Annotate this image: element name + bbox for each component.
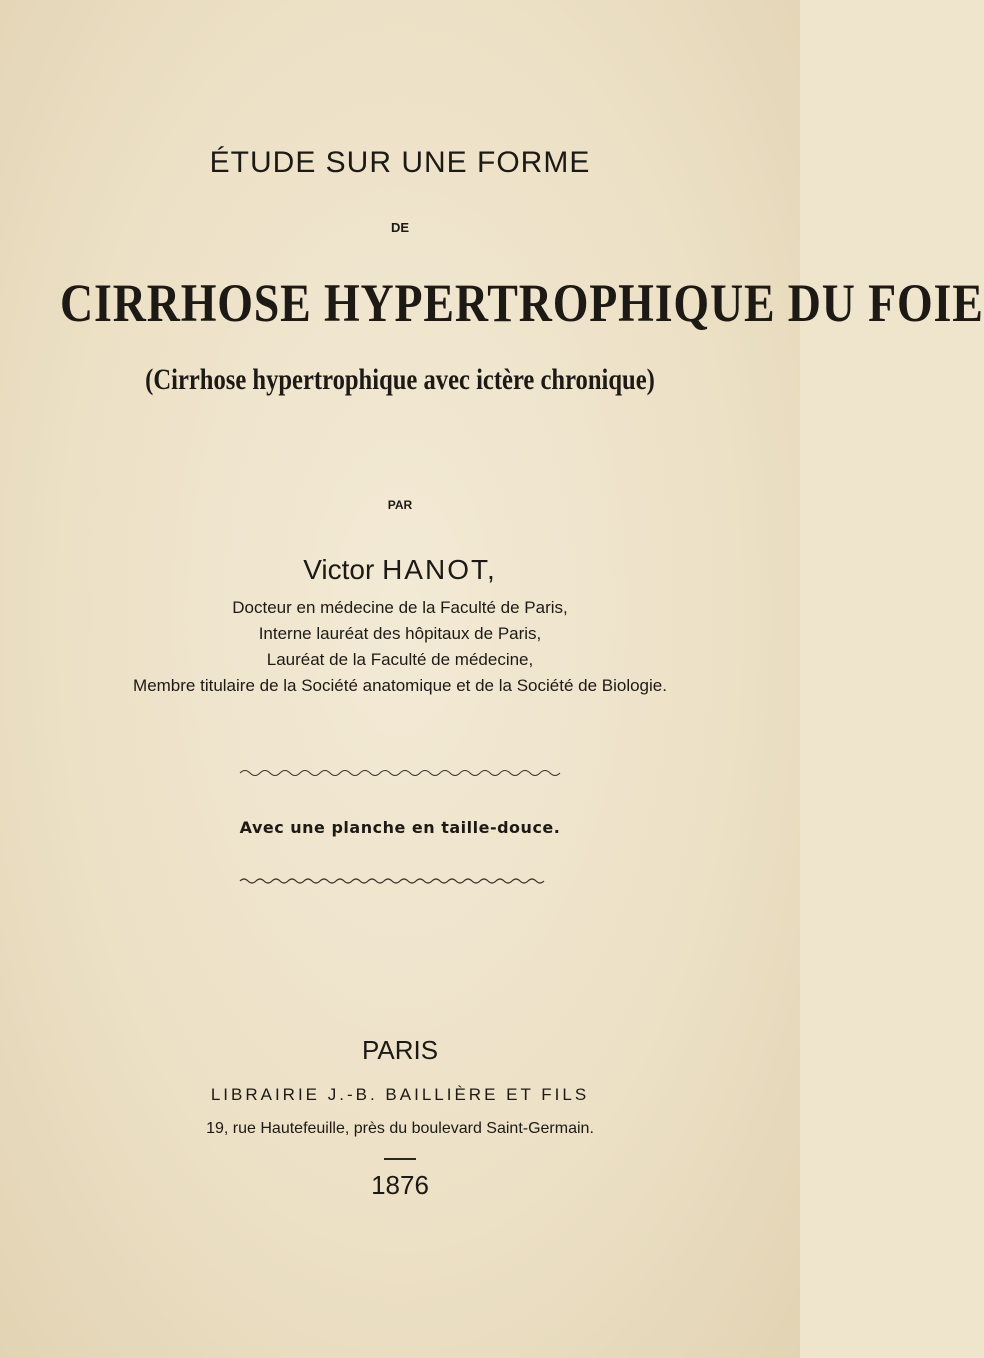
publisher: LIBRAIRIE J.-B. BAILLIÈRE ET FILS [210,1085,590,1104]
par-label: PAR [387,498,413,512]
credential-line: Docteur en médecine de la Faculté de Paris, [232,598,568,617]
credential-line: Interne lauréat des hôpitaux de Paris, [258,624,542,643]
subtitle: (Cirrhose hypertrophique avec ictère chronique) [145,363,655,396]
title-line-1: ÉTUDE SUR UNE FORME [209,146,591,179]
credential-line: Lauréat de la Faculté de médecine, [266,650,534,669]
divider [384,1158,416,1160]
publication-year: 1876 [371,1170,429,1200]
ornamental-wave-rule [240,768,560,778]
author-last-name: HANOT, [382,554,497,585]
ornamental-wave-rule [240,876,560,886]
title-de: DE [390,220,410,235]
author-name [0,554,800,586]
city: PARIS [361,1035,439,1065]
main-title: CIRRHOSE HYPERTROPHIQUE DU FOIE [60,273,984,333]
publisher-address: 19, rue Hautefeuille, près du boulevard Saint-Germain. [206,1120,594,1137]
credential-line: Membre titulaire de la Société anatomique et de la Société de Biologie. [133,676,667,695]
author-first-name: Victor [303,554,375,585]
plate-note: Avec une planche en taille-douce. [239,818,561,837]
